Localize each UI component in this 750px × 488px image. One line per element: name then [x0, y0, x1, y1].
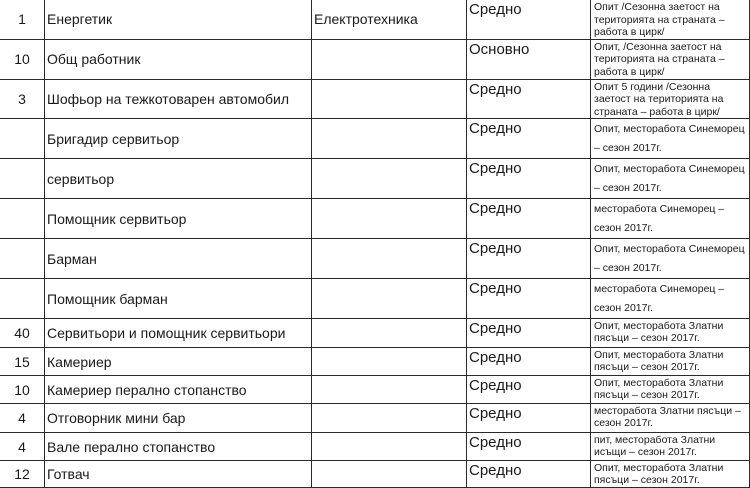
requirements-cell: Опит, месторабота Златни пясъци – сезон 2017г.: [591, 319, 750, 348]
table-row: [0, 404, 750, 433]
education-cell: Средно: [467, 433, 591, 461]
position-cell: Бригадир сервитьор: [45, 119, 312, 159]
table-row: [0, 159, 750, 199]
specialty-cell: [312, 239, 467, 279]
education-cell: Средно: [467, 0, 591, 39]
specialty-cell: [312, 39, 467, 79]
requirements-cell: Опит, месторабота Златни пясъци – сезон 2017г.: [591, 348, 750, 376]
table-row: [0, 461, 750, 488]
table-row: [0, 199, 750, 239]
position-cell: Готвач: [45, 461, 312, 488]
requirements-cell: месторабота Синеморец – сезон 2017г.: [591, 279, 750, 319]
position-cell: сервитьор: [45, 159, 312, 199]
education-cell: Средно: [467, 461, 591, 488]
count-cell: [0, 279, 45, 319]
specialty-cell: [312, 79, 467, 119]
count-cell: [0, 159, 45, 199]
requirements-cell: Опит, месторабота Златни пясъци – сезон 2017г.: [591, 376, 750, 404]
position-cell: Вале перално стопанство: [45, 433, 312, 461]
count-cell: 4: [0, 404, 45, 433]
position-cell: Барман: [45, 239, 312, 279]
requirements-cell: Опит, месторабота Синеморец – сезон 2017г.: [591, 159, 750, 199]
count-cell: 3: [0, 79, 45, 119]
education-cell: Основно: [467, 39, 591, 79]
specialty-cell: [312, 433, 467, 461]
specialty-cell: [312, 119, 467, 159]
specialty-cell: [312, 159, 467, 199]
position-cell: Помощник барман: [45, 279, 312, 319]
requirements-cell: месторабота Синеморец – сезон 2017г.: [591, 199, 750, 239]
table-row: [0, 119, 750, 159]
education-cell: Средно: [467, 319, 591, 348]
education-cell: Средно: [467, 404, 591, 433]
education-cell: Средно: [467, 79, 591, 119]
education-cell: Средно: [467, 348, 591, 376]
specialty-cell: [312, 319, 467, 348]
count-cell: [0, 119, 45, 159]
education-cell: Средно: [467, 279, 591, 319]
specialty-cell: Електротехника: [312, 0, 467, 39]
count-cell: [0, 239, 45, 279]
count-cell: 4: [0, 433, 45, 461]
requirements-cell: Опит, месторабота Златни пясъци – сезон 2017г.: [591, 461, 750, 488]
count-cell: [0, 199, 45, 239]
requirements-cell: Опит, месторабота Синеморец – сезон 2017г.: [591, 239, 750, 279]
specialty-cell: [312, 461, 467, 488]
education-cell: Средно: [467, 119, 591, 159]
count-cell: 40: [0, 319, 45, 348]
position-cell: Отговорник мини бар: [45, 404, 312, 433]
table-row: [0, 348, 750, 376]
count-cell: 12: [0, 461, 45, 488]
position-cell: Сервитьори и помощник сервитьори: [45, 319, 312, 348]
table-row: [0, 79, 750, 119]
education-cell: Средно: [467, 239, 591, 279]
table-row: [0, 39, 750, 79]
count-cell: 15: [0, 348, 45, 376]
position-cell: Шофьор на тежкотоварен автомобил: [45, 79, 312, 119]
specialty-cell: [312, 348, 467, 376]
count-cell: 1: [0, 0, 45, 39]
table-row: [0, 319, 750, 348]
table-row: [0, 239, 750, 279]
education-cell: Средно: [467, 159, 591, 199]
position-cell: Енергетик: [45, 0, 312, 39]
requirements-cell: Опит /Сезонна заетост на територията на страната – работа в цирк/: [591, 0, 750, 39]
count-cell: 10: [0, 376, 45, 404]
education-cell: Средно: [467, 376, 591, 404]
table-row: [0, 0, 750, 39]
specialty-cell: [312, 376, 467, 404]
specialty-cell: [312, 199, 467, 239]
table-row: [0, 433, 750, 461]
table-row: [0, 376, 750, 404]
requirements-cell: Опит 5 години /Сезонна заетост на територията на страната – работа в цирк/: [591, 79, 750, 119]
specialty-cell: [312, 404, 467, 433]
position-cell: Камериер: [45, 348, 312, 376]
position-cell: Общ работник: [45, 39, 312, 79]
position-cell: Помощник сервитьор: [45, 199, 312, 239]
requirements-cell: пит, месторабота Златни исъщи – сезон 2017г.: [591, 433, 750, 461]
requirements-cell: Опит, месторабота Синеморец – сезон 2017г.: [591, 119, 750, 159]
requirements-cell: месторабота Златни пясъци – сезон 2017г.: [591, 404, 750, 433]
specialty-cell: [312, 279, 467, 319]
position-cell: Камериер перално стопанство: [45, 376, 312, 404]
table-row: [0, 279, 750, 319]
count-cell: 10: [0, 39, 45, 79]
requirements-cell: Опит, /Сезонна заетост на територията на страната – работа в цирк/: [591, 39, 750, 79]
education-cell: Средно: [467, 199, 591, 239]
